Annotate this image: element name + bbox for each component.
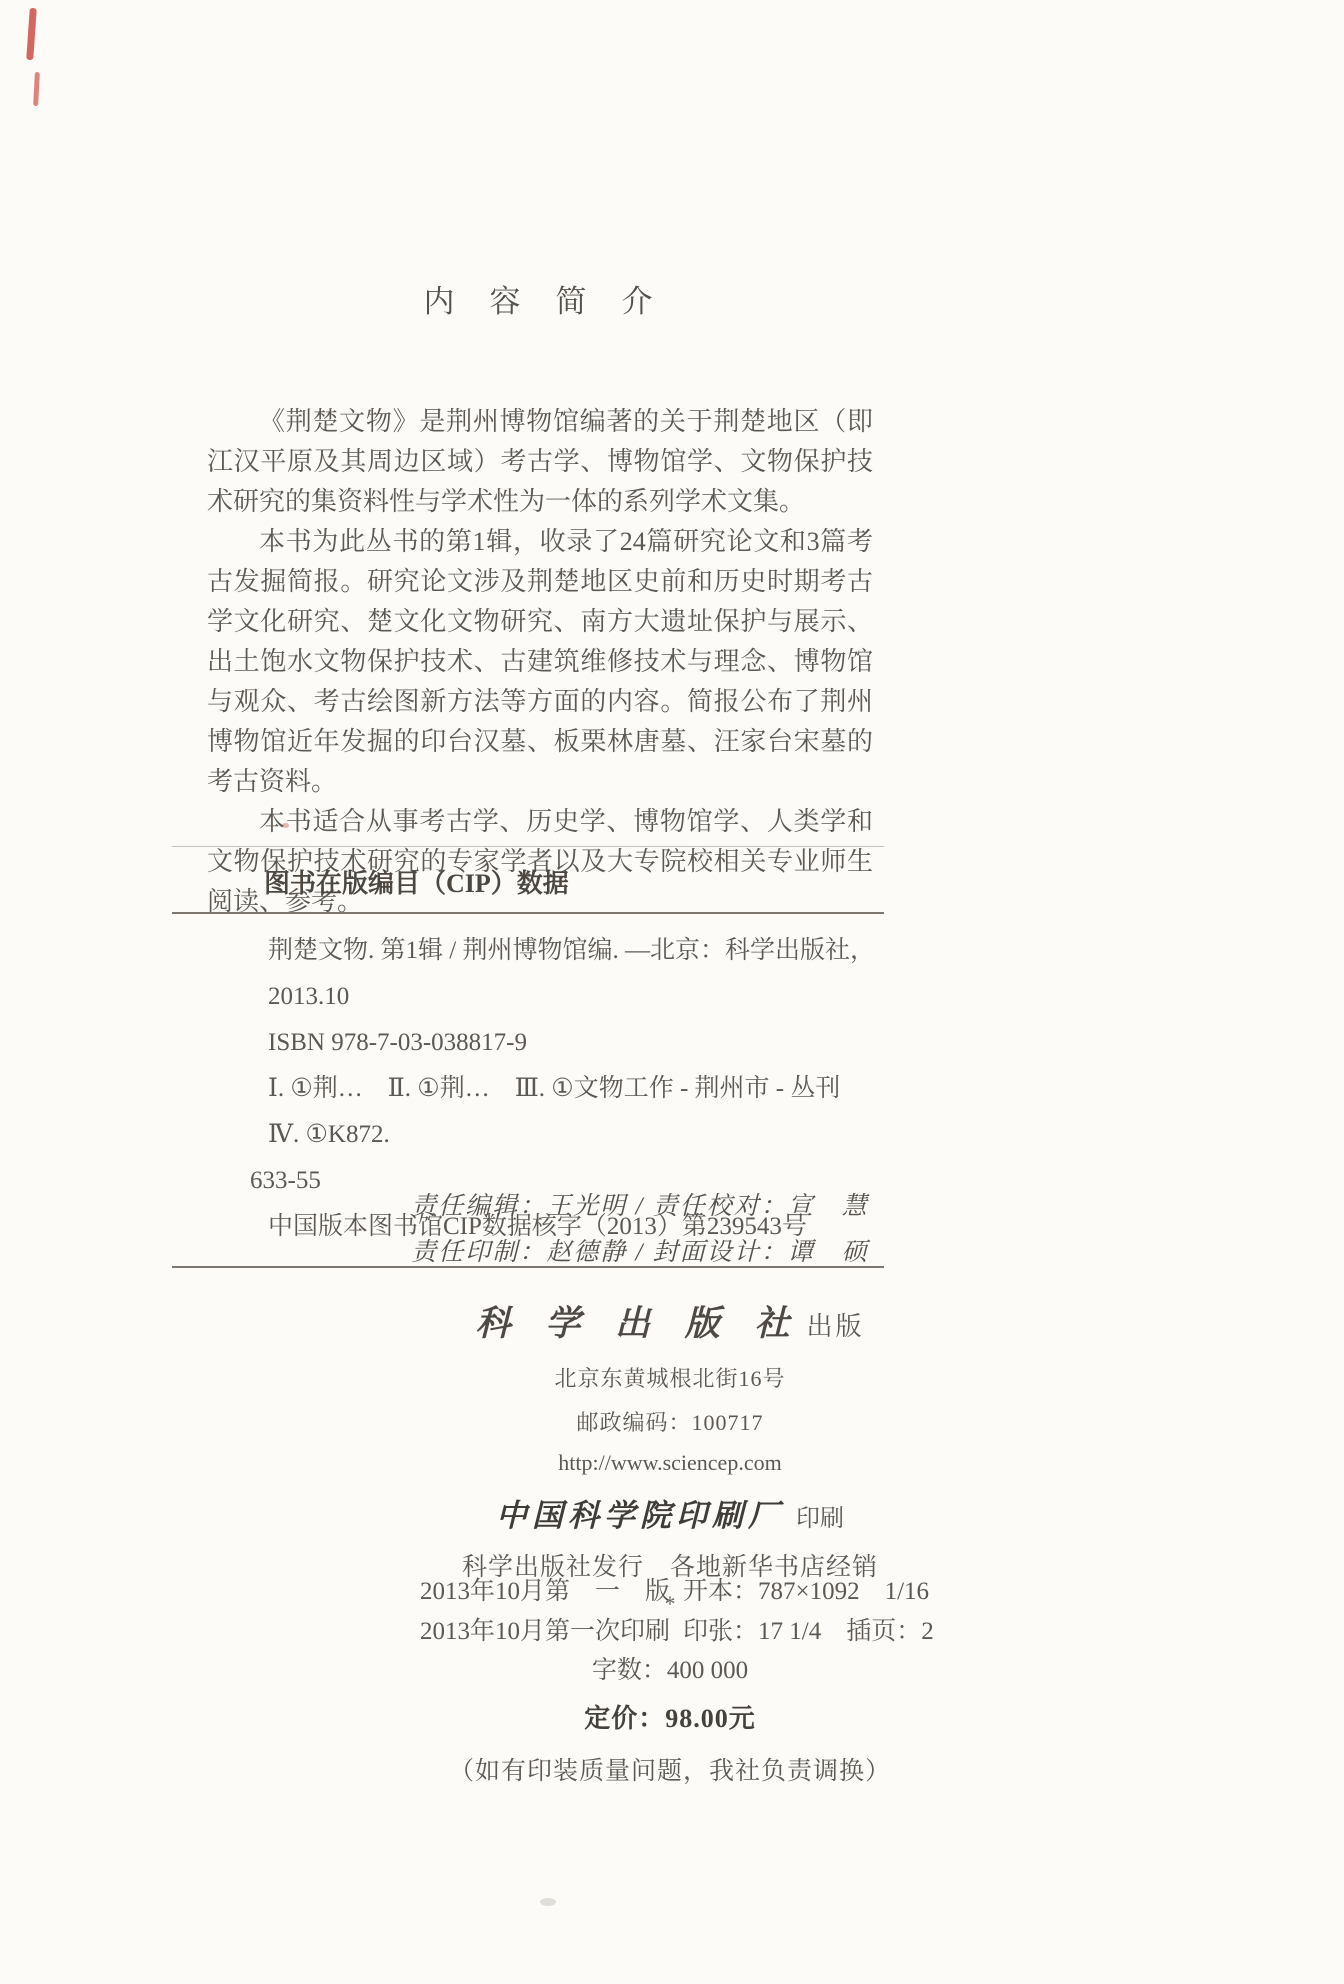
edition-row xyxy=(420,1572,1020,1612)
printer-line xyxy=(320,1490,1020,1535)
edition-section xyxy=(420,1572,1020,1652)
sheets-spec: 印张：17 1/4 插页：2 xyxy=(683,1618,934,1645)
intro-text xyxy=(207,402,873,922)
intro-paragraph: 《荆楚文物》是荆州博物馆编著的关于荆楚地区（即江汉平原及其周边区域）考古学、博物馆学、文物保护技术研究的集资料性与学术性为一体的系列学术文集。 xyxy=(207,407,873,516)
staff-line-editors: 责任编辑：王光明 / 责任校对：宣 慧 xyxy=(411,1193,869,1220)
intro-paragraph: 本书为此丛书的第1辑，收录了24篇研究论文和3篇考古发掘简报。研究论文涉及荆楚地区史前和历史时期考古学文化研究、楚文化文物研究、南方大遗址保护与展示、出土饱水文物保护技术、古建筑维修技术与理念、博物馆与观众、考古绘图新方法等方面的内容。简报公布了荆州博物馆近年发掘的印台汉墓、板栗林唐墓、汪家台宋墓的考古资料。 xyxy=(207,527,873,796)
cip-record-number-line: 中国版本图书馆CIP数据核字（2013）第239543号 xyxy=(268,1213,807,1240)
intro-paragraph: 本书适合从事考古学、历史学、博物馆学、人类学和文物保护技术研究的专家学者以及大专院校相关专业师生阅读、参考。 xyxy=(207,807,873,916)
cip-isbn-line: ISBN 978-7-03-038817-9 xyxy=(268,1029,528,1056)
quality-note-line: （如有印装质量问题，我社负责调换） xyxy=(448,1758,891,1785)
cip-line: 荆楚文物. 第1辑 / 荆州博物馆编. —北京：科学出版社，2013.10 xyxy=(268,937,875,1010)
staff-line-print-design: 责任印制：赵德静 / 封面设计：谭 硕 xyxy=(411,1239,869,1266)
price-line: 定价：98.00元 xyxy=(584,1704,756,1733)
staff-section xyxy=(300,1184,980,1276)
scan-artifact-red-mark xyxy=(33,72,40,106)
edition-date: 2013年10月第 一 版 xyxy=(420,1578,671,1605)
publisher-postcode: 邮政编码：100717 xyxy=(576,1410,764,1435)
publisher-section xyxy=(320,1296,1020,1617)
distribution-line: 科学出版社发行 各地新华书店经销 xyxy=(461,1554,878,1581)
cip-classification-continuation: 633-55 xyxy=(250,1167,321,1194)
printer-name: 中国科学院印刷厂 xyxy=(496,1498,784,1533)
separator-asterisk: * xyxy=(664,1591,676,1616)
publisher-address: 北京东黄城根北街16号 xyxy=(554,1366,786,1391)
intro-title: 内 容 简 介 xyxy=(423,284,655,319)
edition-row xyxy=(420,1612,1020,1652)
format-spec: 开本：787×1092 1/16 xyxy=(683,1578,930,1605)
cip-header: 图书在版编目（CIP）数据 xyxy=(264,869,569,898)
scan-artifact-red-mark xyxy=(26,8,37,60)
scan-artifact-speck xyxy=(540,1898,556,1906)
printing-date: 2013年10月第一次印刷 xyxy=(420,1618,671,1645)
edition-tail-section xyxy=(320,1652,1020,1787)
publisher-name: 科 学 出 版 社 xyxy=(475,1304,803,1343)
word-count-line: 字数：400 000 xyxy=(591,1657,749,1684)
publisher-name-suffix: 出版 xyxy=(806,1312,865,1341)
publisher-name-line xyxy=(320,1296,1020,1346)
publisher-url: http://www.sciencep.com xyxy=(558,1450,782,1475)
cip-classification-line: Ⅰ. ①荆… Ⅱ. ①荆… Ⅲ. ①文物工作 - 荆州市 - 丛刊 Ⅳ. ①K872. xyxy=(268,1075,866,1148)
printer-suffix: 印刷 xyxy=(796,1506,844,1532)
